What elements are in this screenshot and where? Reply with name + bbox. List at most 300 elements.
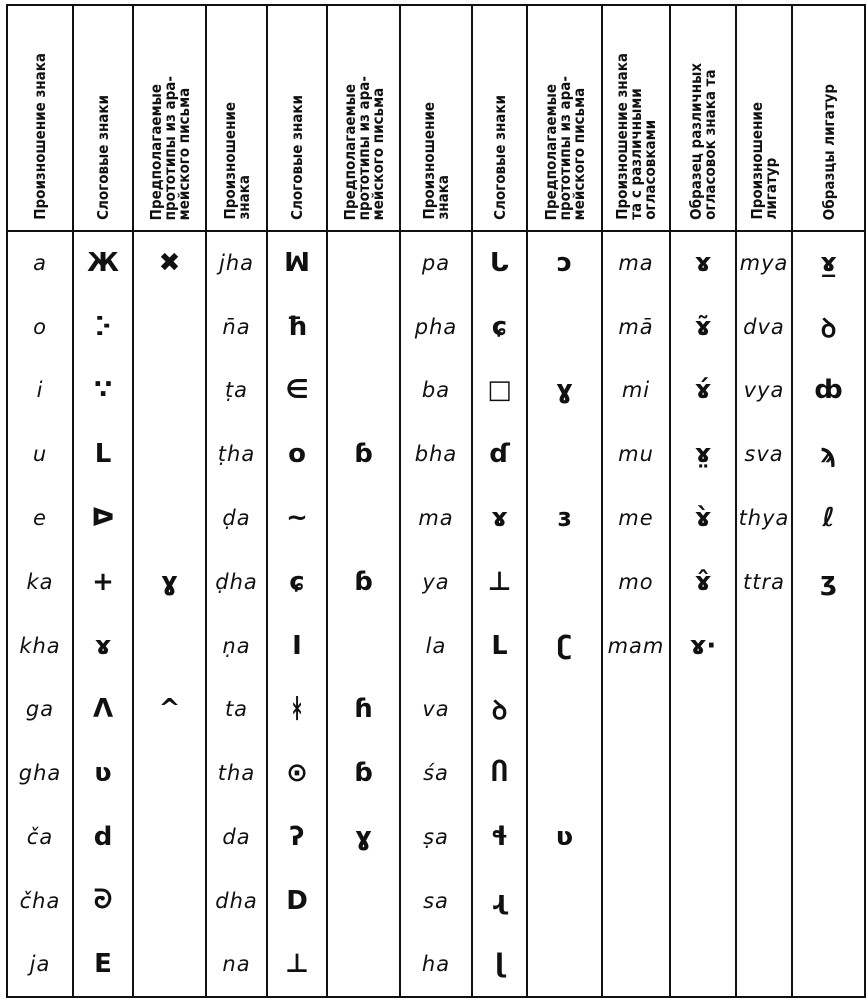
sign-cell [472, 805, 527, 869]
sign-glyph: ᚼ [289, 694, 305, 725]
sign-cell [327, 741, 400, 805]
pronunciation-text: da [222, 825, 251, 850]
sign-glyph: L [94, 439, 112, 470]
sign-cell [527, 550, 602, 614]
sign-cell [472, 359, 527, 423]
sign-cell [267, 486, 327, 550]
pronunciation-cell [206, 422, 267, 486]
sign-glyph: + [92, 566, 114, 597]
sign-cell [73, 933, 133, 997]
sign-glyph: ɭ [495, 949, 504, 980]
sign-cell [472, 295, 527, 359]
sign-glyph: ᒪ [491, 630, 508, 661]
sign-cell [527, 741, 602, 805]
column-header [527, 5, 602, 231]
pronunciation-text: ha [421, 952, 451, 977]
sign-glyph: ℓ [822, 503, 835, 534]
sign-glyph: ꝺ [820, 313, 837, 344]
sign-glyph: ɗ [489, 439, 510, 470]
column-header [602, 5, 670, 231]
pronunciation-cell [736, 869, 792, 933]
pronunciation-cell [736, 359, 792, 423]
sign-glyph: ᒐ [489, 248, 510, 279]
pronunciation-text: ma [418, 506, 454, 531]
sign-glyph: ⴾ [94, 311, 112, 342]
sign-cell [527, 805, 602, 869]
sign-glyph: ħ [286, 311, 308, 342]
pronunciation-cell [7, 933, 73, 997]
sign-cell [792, 805, 865, 869]
pronunciation-text: ṣa [423, 825, 449, 850]
sign-cell [472, 422, 527, 486]
sign-cell [792, 486, 865, 550]
pronunciation-cell [7, 295, 73, 359]
table-row [7, 869, 865, 933]
pronunciation-cell [7, 741, 73, 805]
pronunciation-text: ka [26, 569, 54, 594]
pronunciation-cell [736, 678, 792, 742]
sign-cell [527, 295, 602, 359]
column-header-label: Слоговые знаки [288, 95, 306, 220]
pronunciation-cell [736, 614, 792, 678]
pronunciation-text: ḍa [222, 506, 251, 531]
pronunciation-cell [602, 869, 670, 933]
sign-glyph: ∈ [285, 375, 309, 406]
sign-cell [73, 486, 133, 550]
sign-cell [527, 486, 602, 550]
sign-cell [472, 678, 527, 742]
pronunciation-cell [736, 486, 792, 550]
sign-cell [73, 741, 133, 805]
pronunciation-cell [602, 933, 670, 997]
table-row [7, 486, 865, 550]
column-header-label: Слоговые знаки [490, 95, 509, 220]
sign-glyph: ȸ [814, 375, 843, 406]
sign-cell [133, 805, 206, 869]
sign-cell [133, 614, 206, 678]
sign-cell [472, 231, 527, 295]
table-row [7, 614, 865, 678]
pronunciation-text: śa [423, 761, 449, 786]
sign-glyph: ɬ [490, 822, 509, 853]
sign-cell [133, 933, 206, 997]
pronunciation-cell [602, 295, 670, 359]
sign-cell [267, 933, 327, 997]
column-header-label: Произношение знака [420, 102, 452, 220]
pronunciation-cell [400, 295, 472, 359]
sign-glyph: ɕ [289, 566, 305, 597]
pronunciation-text: gha [18, 761, 62, 786]
table-row [7, 678, 865, 742]
pronunciation-cell [7, 678, 73, 742]
column-header-label: Предполагаемые прототипы из ара- мейского письма [541, 75, 588, 220]
pronunciation-cell [206, 869, 267, 933]
pronunciation-cell [400, 614, 472, 678]
column-header-label: Произношение знака та с различными огласовками [613, 53, 659, 220]
column-header [73, 5, 133, 231]
sign-cell [472, 741, 527, 805]
sign-cell [327, 486, 400, 550]
sign-glyph: ɤ [491, 503, 508, 534]
sign-glyph: ɤ· [689, 630, 717, 661]
table-row [7, 805, 865, 869]
table-row [7, 295, 865, 359]
pronunciation-cell [206, 359, 267, 423]
sign-cell [670, 614, 736, 678]
syllabary-table [6, 4, 866, 998]
sign-cell [267, 869, 327, 933]
pronunciation-text: me [618, 506, 654, 531]
pronunciation-text: ṭha [217, 442, 256, 467]
column-header-label: Слоговые знаки [94, 95, 112, 220]
pronunciation-text: ya [422, 569, 450, 594]
sign-cell [670, 741, 736, 805]
column-header-label: Предполагаемые прототипы из ара- мейского письма [146, 75, 193, 220]
sign-glyph: D [286, 885, 308, 916]
sign-cell [133, 359, 206, 423]
pronunciation-cell [736, 805, 792, 869]
pronunciation-text: i [36, 378, 44, 403]
sign-glyph: ɣ [355, 822, 372, 853]
sign-glyph: ɓ [354, 439, 373, 470]
sign-glyph: d [93, 822, 113, 853]
sign-cell [267, 741, 327, 805]
pronunciation-text: va [422, 697, 450, 722]
sign-glyph: ⊥ [487, 566, 512, 597]
pronunciation-cell [736, 741, 792, 805]
pronunciation-text: thya [738, 506, 790, 531]
sign-cell [133, 231, 206, 295]
pronunciation-cell [736, 231, 792, 295]
pronunciation-cell [602, 359, 670, 423]
sign-cell [792, 422, 865, 486]
sign-cell [670, 422, 736, 486]
sign-cell [527, 869, 602, 933]
pronunciation-text: mā [618, 314, 654, 339]
sign-glyph: ⊙ [286, 758, 308, 789]
column-header [206, 5, 267, 231]
sign-glyph: ɻ [491, 885, 508, 916]
column-header [327, 5, 400, 231]
pronunciation-text: ttra [743, 569, 785, 594]
pronunciation-text: na [222, 952, 251, 977]
pronunciation-cell [602, 231, 670, 295]
column-header-label: Произношение знака [31, 53, 49, 220]
pronunciation-text: čha [19, 888, 61, 913]
pronunciation-cell [400, 422, 472, 486]
sign-cell [327, 295, 400, 359]
pronunciation-cell [602, 805, 670, 869]
sign-cell [792, 231, 865, 295]
pronunciation-cell [206, 295, 267, 359]
table-row [7, 422, 865, 486]
pronunciation-cell [7, 869, 73, 933]
pronunciation-text: bha [414, 442, 458, 467]
sign-glyph: ɤ̃ [694, 311, 712, 342]
column-header-label: Произношение знака [220, 102, 253, 220]
sign-cell [527, 614, 602, 678]
sign-cell [267, 550, 327, 614]
sign-cell [472, 869, 527, 933]
pronunciation-cell [400, 359, 472, 423]
pronunciation-cell [206, 486, 267, 550]
sign-glyph: ʋ [94, 758, 112, 789]
table-body [7, 231, 865, 997]
pronunciation-text: la [425, 633, 447, 658]
sign-cell [327, 933, 400, 997]
page [6, 4, 864, 996]
pronunciation-text: ta [224, 697, 249, 722]
sign-glyph: ɤ [94, 630, 112, 661]
pronunciation-text: ma [618, 251, 654, 276]
pronunciation-cell [400, 869, 472, 933]
sign-cell [670, 359, 736, 423]
column-header-label: Образцы лигатур [819, 83, 838, 220]
pronunciation-text: o [33, 314, 47, 339]
header-row [7, 5, 865, 231]
pronunciation-cell [206, 231, 267, 295]
sign-glyph: ʔ [289, 822, 305, 853]
sign-glyph: ɤ̂ [694, 566, 712, 597]
sign-cell [792, 933, 865, 997]
sign-glyph: ꝺ [491, 696, 508, 727]
pronunciation-text: ba [421, 378, 451, 403]
column-header [267, 5, 327, 231]
sign-cell [472, 550, 527, 614]
column-header [792, 5, 865, 231]
pronunciation-cell [400, 550, 472, 614]
sign-glyph: ɕ [491, 311, 508, 342]
sign-cell [670, 869, 736, 933]
pronunciation-text: n̄a [222, 314, 251, 339]
column-header [7, 5, 73, 231]
sign-cell [670, 550, 736, 614]
sign-cell [670, 486, 736, 550]
column-header-label: Предполагаемые прототипы из ара- мейского письма [340, 75, 387, 220]
pronunciation-cell [7, 805, 73, 869]
pronunciation-text: ča [26, 825, 54, 850]
table-row [7, 231, 865, 295]
sign-glyph: ᐅ [91, 503, 115, 534]
pronunciation-text: a [33, 251, 47, 276]
pronunciation-text: ṇa [222, 633, 251, 658]
pronunciation-cell [400, 678, 472, 742]
sign-cell [472, 933, 527, 997]
pronunciation-text: mo [618, 569, 654, 594]
pronunciation-cell [602, 550, 670, 614]
sign-cell [73, 805, 133, 869]
pronunciation-cell [736, 422, 792, 486]
sign-cell [73, 359, 133, 423]
column-header-label: Образец различных огласовок знака та [687, 63, 719, 220]
pronunciation-cell [736, 550, 792, 614]
pronunciation-cell [400, 933, 472, 997]
sign-cell [527, 422, 602, 486]
pronunciation-cell [602, 422, 670, 486]
sign-cell [327, 678, 400, 742]
pronunciation-cell [400, 231, 472, 295]
sign-cell [527, 359, 602, 423]
sign-glyph: ɤ̲ [820, 248, 837, 279]
sign-glyph: ^ [158, 694, 181, 725]
column-header [472, 5, 527, 231]
column-header [400, 5, 472, 231]
pronunciation-cell [206, 805, 267, 869]
sign-cell [73, 614, 133, 678]
sign-glyph: I [292, 630, 302, 661]
sign-cell [133, 741, 206, 805]
sign-cell [267, 678, 327, 742]
pronunciation-cell [736, 295, 792, 359]
column-header [670, 5, 736, 231]
pronunciation-cell [602, 486, 670, 550]
sign-cell [267, 359, 327, 423]
sign-glyph: ɤ [694, 248, 712, 279]
sign-cell [73, 422, 133, 486]
pronunciation-cell [206, 550, 267, 614]
pronunciation-cell [736, 933, 792, 997]
sign-glyph: ʋ [555, 822, 574, 853]
sign-cell [267, 295, 327, 359]
sign-cell [73, 231, 133, 295]
sign-cell [670, 231, 736, 295]
pronunciation-text: pa [421, 251, 451, 276]
pronunciation-text: mya [739, 251, 789, 276]
sign-cell [73, 869, 133, 933]
pronunciation-cell [400, 805, 472, 869]
sign-cell [73, 550, 133, 614]
sign-cell [527, 933, 602, 997]
sign-cell [792, 741, 865, 805]
pronunciation-text: u [32, 442, 48, 467]
sign-glyph: Ⴖ [491, 758, 508, 789]
pronunciation-text: mi [621, 378, 651, 403]
sign-glyph: ✖ [158, 248, 181, 279]
sign-cell [670, 933, 736, 997]
sign-glyph: ⊥ [285, 949, 309, 980]
sign-glyph: ʒ [820, 566, 837, 597]
sign-cell [133, 869, 206, 933]
sign-cell [472, 614, 527, 678]
pronunciation-cell [206, 614, 267, 678]
pronunciation-text: e [33, 506, 47, 531]
sign-cell [327, 869, 400, 933]
sign-cell [73, 295, 133, 359]
table-row [7, 933, 865, 997]
column-header [736, 5, 792, 231]
pronunciation-text: mam [607, 633, 665, 658]
sign-glyph: ᘒ [93, 885, 113, 916]
pronunciation-cell [602, 741, 670, 805]
sign-glyph: ʗ [557, 630, 572, 661]
pronunciation-text: vya [743, 378, 785, 403]
sign-cell [327, 231, 400, 295]
sign-glyph: ꟽ [284, 248, 310, 279]
sign-glyph: ɣ [556, 375, 573, 406]
sign-cell [327, 550, 400, 614]
sign-cell [327, 359, 400, 423]
sign-glyph: Λ [92, 694, 114, 725]
sign-glyph: ϡ [820, 439, 837, 470]
pronunciation-text: kha [19, 633, 61, 658]
sign-glyph: ɤ̀ [694, 503, 712, 534]
table-row [7, 741, 865, 805]
sign-cell [133, 422, 206, 486]
pronunciation-cell [206, 678, 267, 742]
pronunciation-cell [7, 422, 73, 486]
sign-glyph: ɦ [354, 694, 373, 725]
sign-glyph: ɤ̤ [694, 439, 712, 470]
sign-glyph: ɓ [354, 566, 373, 597]
pronunciation-text: sa [423, 888, 449, 913]
sign-cell [267, 805, 327, 869]
pronunciation-text: sva [744, 442, 784, 467]
table-row [7, 359, 865, 423]
sign-cell [327, 805, 400, 869]
pronunciation-text: jha [218, 251, 254, 276]
sign-cell [670, 295, 736, 359]
pronunciation-text: ga [25, 697, 55, 722]
sign-glyph: E [94, 949, 112, 980]
sign-cell [327, 422, 400, 486]
sign-glyph: ɤ́ [694, 375, 712, 406]
sign-glyph: Ж [87, 248, 119, 279]
column-header [133, 5, 206, 231]
sign-glyph: ɔ [556, 248, 573, 279]
sign-glyph: ɜ [557, 503, 572, 534]
sign-glyph: o [288, 439, 306, 470]
sign-cell [267, 614, 327, 678]
pronunciation-cell [7, 614, 73, 678]
pronunciation-text: ḍha [215, 569, 258, 594]
pronunciation-text: ja [29, 952, 51, 977]
pronunciation-text: dha [215, 888, 258, 913]
sign-glyph: ɓ [354, 758, 373, 789]
sign-cell [73, 678, 133, 742]
sign-cell [133, 295, 206, 359]
sign-cell [792, 678, 865, 742]
pronunciation-text: tha [217, 761, 256, 786]
pronunciation-cell [400, 486, 472, 550]
pronunciation-cell [602, 678, 670, 742]
column-header-label: Произношение лигатур [748, 102, 780, 220]
sign-glyph: ~ [286, 503, 308, 534]
sign-cell [133, 550, 206, 614]
sign-glyph: ∵ [93, 375, 113, 406]
pronunciation-cell [206, 933, 267, 997]
sign-cell [133, 486, 206, 550]
sign-cell [527, 231, 602, 295]
pronunciation-cell [7, 231, 73, 295]
sign-cell [327, 614, 400, 678]
pronunciation-cell [400, 741, 472, 805]
sign-cell [133, 678, 206, 742]
sign-cell [792, 295, 865, 359]
sign-cell [472, 486, 527, 550]
pronunciation-text: mu [618, 442, 654, 467]
sign-cell [792, 359, 865, 423]
table-row [7, 550, 865, 614]
pronunciation-cell [7, 359, 73, 423]
sign-cell [670, 678, 736, 742]
pronunciation-text: ṭa [224, 378, 249, 403]
sign-glyph: ɣ [161, 566, 178, 597]
pronunciation-text: dva [743, 314, 785, 339]
sign-cell [792, 550, 865, 614]
sign-cell [792, 869, 865, 933]
pronunciation-text: pha [414, 314, 458, 339]
pronunciation-cell [7, 486, 73, 550]
